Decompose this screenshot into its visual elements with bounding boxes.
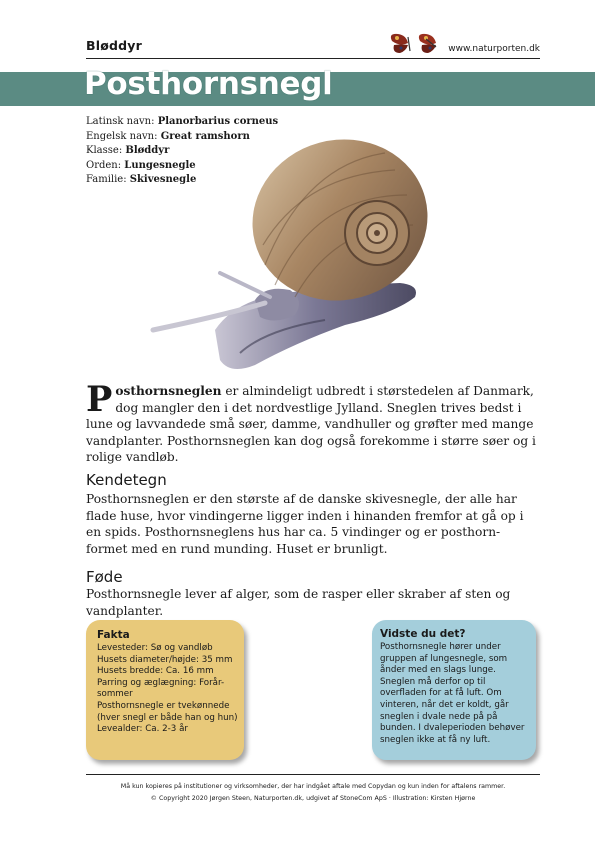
footer-divider [86, 774, 540, 775]
fakta-line: sommer [97, 689, 133, 700]
fakta-heading: Fakta [97, 629, 130, 641]
page-category: Bløddyr [86, 38, 143, 53]
heading-fode: Føde [86, 568, 123, 586]
fakta-line: (hver snegl er både han og hun) [97, 712, 238, 723]
footer-license: Må kun kopieres på institutioner og virksomheder, der har indgået aftale med Copydan og kun inden for aftalens rammer. [120, 783, 506, 790]
site-url[interactable]: www.naturporten.dk [448, 44, 540, 54]
info-label: Klasse: [86, 145, 123, 156]
kendetegn-text: Posthornsneglen er den største af de danske skivesnegle, der alle har flade huse, hvor vindingerne ligger inden i hinanden fremfor at gå op i en spids. Posthornsneglens hus har ca. 5 vindinger og er posthorn-formet med en rund munding. Huset er brunligt. [86, 492, 524, 556]
info-label: Latinsk navn: [86, 116, 155, 127]
fakta-line: Levesteder: Sø og vandløb [97, 643, 213, 653]
footer-copyright: © Copyright 2020 Jørgen Steen, Naturporten.dk, udgivet af StoneCom ApS · Illustration: Kirsten Hjørne [150, 795, 476, 802]
info-value: Bløddyr [125, 145, 170, 156]
info-label: Orden: [86, 159, 122, 171]
fakta-line: Posthornsnegle er tvekønnede [97, 700, 230, 711]
snail-illustration [145, 125, 445, 380]
fakta-box [86, 620, 244, 760]
info-value: Planorbarius corneus [157, 116, 279, 127]
info-value: Lungesnegle [124, 159, 196, 171]
vidste-box [372, 620, 536, 760]
drop-cap: P [86, 379, 113, 420]
vidste-heading: Vidste du det? [380, 628, 466, 640]
intro-paragraph [86, 379, 536, 466]
butterfly-logo-icon [386, 31, 446, 57]
page-title: Posthornsnegl [84, 66, 333, 102]
fakta-list [97, 643, 242, 736]
info-value: Great ramshorn [160, 130, 250, 142]
info-label: Engelsk navn: [86, 130, 158, 142]
header-divider [86, 58, 540, 59]
fakta-line: Husets diameter/højde: 35 mm [97, 654, 233, 665]
fode-text: Posthornsnegle lever af alger, som de rasper eller skraber af sten og vandplanter. [86, 587, 511, 618]
fakta-line: Parring og æglægning: Forår- [97, 677, 225, 688]
vidste-text: Posthornsnegle hører under gruppen af lungesnegle, som ånder med en slags lunge. Sneglen må derfor op til overfladen for at få luft. Om vinteren, når det er koldt, går sneglen i dvale nede på på bunden. I dvaleperioden behøver sneglen ikke at få ny luft. [380, 642, 525, 745]
intro-lead: osthornsneglen [115, 384, 222, 398]
site-brand[interactable] [386, 31, 540, 57]
info-label: Familie: [86, 174, 127, 185]
fakta-line: Husets bredde: Ca. 16 mm [97, 666, 214, 677]
fakta-line: Levealder: Ca. 2-3 år [97, 724, 188, 735]
heading-kendetegn: Kendetegn [86, 471, 167, 489]
info-value: Skivesnegle [129, 174, 197, 185]
intro-text: er almindeligt udbredt i størstedelen af Danmark, dog mangler den i det nordvestlige Jylland. Sneglen trives bedst i lune og lavvandede små søer, damme, vandhuller og grøfter med mange vandplanter. Posthornsneglen kan dog også forekomme i større søer og i rolige vandløb. [86, 384, 536, 464]
